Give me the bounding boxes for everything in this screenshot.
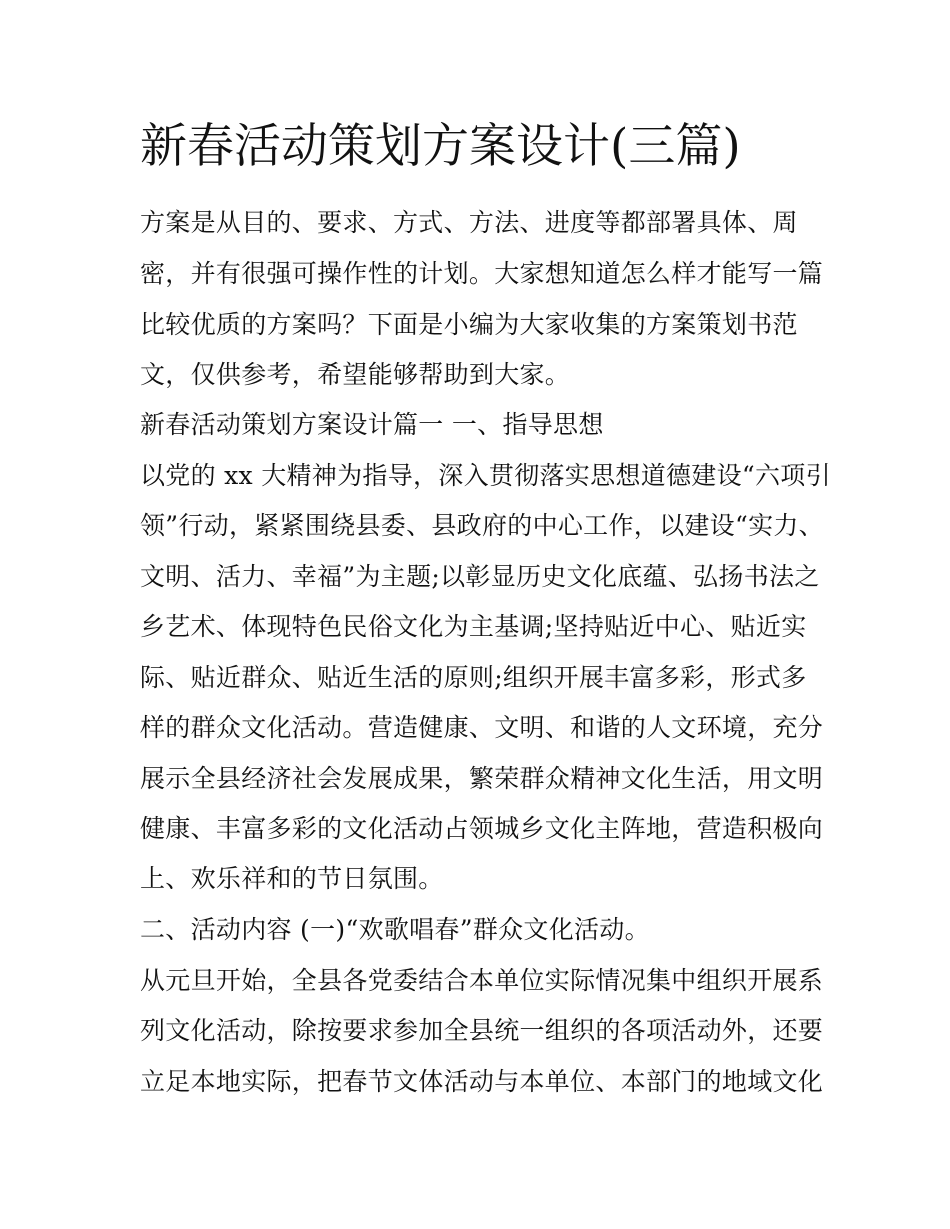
- paragraph-line: 立足本地实际，把春节文体活动与本单位、本部门的地域文化: [140, 1067, 824, 1096]
- paragraph-line: 健康、丰富多彩的文化活动占领城乡文化主阵地，营造积极向: [140, 814, 824, 843]
- paragraph-line: 以党的 xx 大精神为指导，深入贯彻落实思想道德建设“六项引: [140, 461, 831, 490]
- paragraph-line: 比较优质的方案吗？下面是小编为大家收集的方案策划书范: [140, 310, 798, 339]
- section-heading-line: 二、活动内容 (一)“欢歌唱春”群众文化活动。: [140, 915, 650, 944]
- paragraph-line: 展示全县经济社会发展成果，繁荣群众精神文化生活，用文明: [140, 764, 824, 793]
- paragraph-line: 际、贴近群众、贴近生活的原则;组织开展丰富多彩，形式多: [140, 663, 807, 692]
- paragraph-line: 文明、活力、幸福”为主题;以彰显历史文化底蕴、弘扬书法之: [140, 562, 820, 591]
- paragraph-line: 方案是从目的、要求、方式、方法、进度等都部署具体、周: [140, 208, 798, 237]
- paragraph-line: 乡艺术、体现特色民俗文化为主基调;坚持贴近中心、贴近实: [140, 612, 807, 641]
- paragraph-line: 从元旦开始，全县各党委结合本单位实际情况集中组织开展系: [140, 966, 824, 995]
- section-heading-line: 新春活动策划方案设计篇一 一、指导思想: [140, 410, 604, 439]
- paragraph-line: 密，并有很强可操作性的计划。大家想知道怎么样才能写一篇: [140, 259, 824, 288]
- document-title: 新春活动策划方案设计(三篇): [140, 119, 741, 174]
- paragraph-line: 文，仅供参考，希望能够帮助到大家。: [140, 360, 571, 389]
- paragraph-line: 样的群众文化活动。营造健康、文明、和谐的人文环境，充分: [140, 713, 824, 742]
- paragraph-line: 列文化活动，除按要求参加全县统一组织的各项活动外，还要: [140, 1016, 824, 1045]
- paragraph-line: 领”行动，紧紧围绕县委、县政府的中心工作，以建设“实力、: [140, 511, 824, 540]
- paragraph-line: 上、欢乐祥和的节日氛围。: [140, 864, 444, 893]
